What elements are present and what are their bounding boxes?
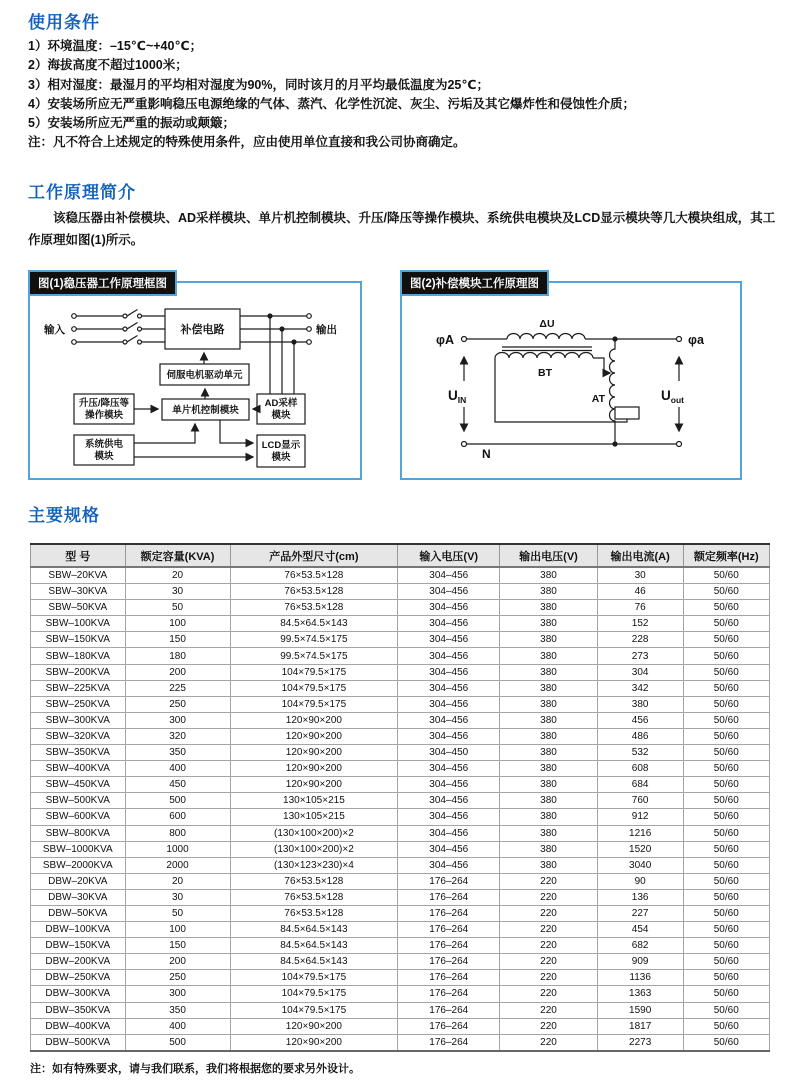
transformer-core (502, 347, 592, 351)
table-cell: 350 (125, 745, 230, 761)
table-cell: 176–264 (398, 938, 500, 954)
table-cell: 1520 (597, 841, 683, 857)
table-cell: SBW–2000KVA (31, 857, 126, 873)
table-cell: 220 (500, 1034, 598, 1051)
table-cell: SBW–320KVA (31, 728, 126, 744)
specs-table (30, 543, 770, 1052)
table-cell: 912 (597, 809, 683, 825)
table-cell: 76×53.5×128 (230, 889, 398, 905)
diagram2-title: 图(2)补偿模块工作原理图 (400, 270, 549, 296)
table-cell: 50/60 (683, 777, 770, 793)
condition-item: 3）相对湿度：最湿月的平均相对湿度为90%，同时该月的月平均最低温度为25℃； (28, 77, 490, 92)
table-cell: 104×79.5×175 (230, 1002, 398, 1018)
servo-label: 伺服电机驱动单元 (166, 370, 243, 381)
table-header-cell: 输出电压(V) (500, 544, 598, 567)
table-cell: 120×90×200 (230, 745, 398, 761)
table-cell: 50/60 (683, 648, 770, 664)
table-cell: 304–456 (398, 857, 500, 873)
table-cell: 100 (125, 922, 230, 938)
table-cell: 304–456 (398, 825, 500, 841)
table-cell: 227 (597, 905, 683, 921)
diagram1-block-diagram (30, 283, 360, 478)
table-cell: 454 (597, 922, 683, 938)
table-cell: DBW–150KVA (31, 938, 126, 954)
table-row (31, 841, 770, 857)
table-cell: 304–456 (398, 584, 500, 600)
table-cell: 220 (500, 922, 598, 938)
ad-label-2: 模块 (271, 410, 291, 421)
table-cell: 150 (125, 938, 230, 954)
table-cell: 380 (500, 680, 598, 696)
table-cell: 220 (500, 905, 598, 921)
condition-item: 2）海拔高度不超过1000米； (28, 58, 188, 73)
table-cell: SBW–100KVA (31, 616, 126, 632)
table-cell: 50/60 (683, 584, 770, 600)
table-cell: 84.5×64.5×143 (230, 616, 398, 632)
table-cell: 76×53.5×128 (230, 600, 398, 616)
table-cell: SBW–350KVA (31, 745, 126, 761)
section-title-working-principle: 工作原理简介 (28, 183, 136, 202)
table-row (31, 986, 770, 1002)
table-cell: DBW–20KVA (31, 873, 126, 889)
table-cell: 532 (597, 745, 683, 761)
table-cell: 50/60 (683, 986, 770, 1002)
table-cell: 1590 (597, 1002, 683, 1018)
table-cell: 20 (125, 873, 230, 889)
table-cell: 800 (125, 825, 230, 841)
table-row (31, 793, 770, 809)
table-header-cell: 额定容量(KVA) (125, 544, 230, 567)
table-row (31, 873, 770, 889)
boost-buck-label-2: 操作模块 (84, 410, 124, 421)
table-cell: 84.5×64.5×143 (230, 954, 398, 970)
table-cell: 1136 (597, 970, 683, 986)
table-row (31, 648, 770, 664)
table-cell: 304–456 (398, 567, 500, 584)
input-label: 输入 (44, 324, 65, 336)
table-cell: 99.5×74.5×175 (230, 648, 398, 664)
table-cell: 304 (597, 664, 683, 680)
table-cell: 304–456 (398, 841, 500, 857)
bt-winding (495, 353, 627, 423)
table-cell: 273 (597, 648, 683, 664)
tap-slider-box (615, 407, 639, 419)
table-cell: DBW–350KVA (31, 1002, 126, 1018)
diagram2-panel (400, 278, 742, 480)
table-row (31, 954, 770, 970)
table-row (31, 777, 770, 793)
table-cell: 2000 (125, 857, 230, 873)
table-header-cell: 输出电流(A) (597, 544, 683, 567)
table-cell: 486 (597, 728, 683, 744)
table-cell: 176–264 (398, 1034, 500, 1051)
table-cell: 400 (125, 1018, 230, 1034)
table-cell: SBW–450KVA (31, 777, 126, 793)
at-label: AT (591, 393, 605, 405)
condition-item: 5）安装场所应无严重的振动或颠簸； (28, 116, 235, 131)
table-cell: 304–456 (398, 712, 500, 728)
table-cell: 220 (500, 970, 598, 986)
table-cell: 250 (125, 970, 230, 986)
table-row (31, 922, 770, 938)
condition-item: 注：凡不符合上述规定的特殊使用条件，应由使用单位直接和我公司协商确定。 (28, 135, 466, 150)
table-cell: 380 (500, 616, 598, 632)
table-cell: 100 (125, 616, 230, 632)
table-cell: 304–456 (398, 616, 500, 632)
table-cell: 380 (500, 600, 598, 616)
table-cell: 50/60 (683, 970, 770, 986)
table-cell: DBW–400KVA (31, 1018, 126, 1034)
table-header-cell: 产品外型尺寸(cm) (230, 544, 398, 567)
bt-label: BT (538, 367, 552, 379)
table-cell: 176–264 (398, 986, 500, 1002)
table-cell: 684 (597, 777, 683, 793)
table-cell: 220 (500, 1018, 598, 1034)
table-cell: 176–264 (398, 1018, 500, 1034)
table-cell: 380 (500, 664, 598, 680)
table-cell: 342 (597, 680, 683, 696)
table-cell: 600 (125, 809, 230, 825)
table-cell: DBW–300KVA (31, 986, 126, 1002)
table-row (31, 616, 770, 632)
table-cell: 304–456 (398, 777, 500, 793)
table-cell: 152 (597, 616, 683, 632)
table-cell: 176–264 (398, 1002, 500, 1018)
table-cell: 304–456 (398, 664, 500, 680)
table-cell: 380 (500, 584, 598, 600)
table-cell: DBW–30KVA (31, 889, 126, 905)
table-row (31, 857, 770, 873)
table-cell: 50/60 (683, 664, 770, 680)
table-cell: 176–264 (398, 922, 500, 938)
phase-a-in-label: φA (436, 333, 454, 347)
table-cell: 76×53.5×128 (230, 584, 398, 600)
table-cell: 380 (500, 793, 598, 809)
table-cell: SBW–200KVA (31, 664, 126, 680)
table-cell: 130×105×215 (230, 809, 398, 825)
table-cell: 104×79.5×175 (230, 664, 398, 680)
table-row (31, 970, 770, 986)
table-cell: 304–456 (398, 696, 500, 712)
table-header-cell: 型 号 (31, 544, 126, 567)
table-cell: 30 (597, 567, 683, 584)
table-cell: 200 (125, 954, 230, 970)
table-cell: (130×100×200)×2 (230, 841, 398, 857)
table-cell: 76×53.5×128 (230, 905, 398, 921)
table-cell: 380 (500, 825, 598, 841)
u-out-label: $U_{out}$ (661, 388, 684, 405)
table-cell: 50/60 (683, 793, 770, 809)
table-cell: SBW–30KVA (31, 584, 126, 600)
power-label-1: 系统供电 (84, 439, 124, 450)
table-cell: DBW–100KVA (31, 922, 126, 938)
table-cell: 220 (500, 954, 598, 970)
table-cell: 50/60 (683, 712, 770, 728)
delta-u-label: ΔU (539, 318, 555, 330)
table-cell: 120×90×200 (230, 712, 398, 728)
table-cell: 50/60 (683, 1002, 770, 1018)
table-cell: 20 (125, 567, 230, 584)
table-cell: 200 (125, 664, 230, 680)
table-row (31, 680, 770, 696)
table-cell: 380 (597, 696, 683, 712)
table-cell: 176–264 (398, 873, 500, 889)
table-cell: SBW–400KVA (31, 761, 126, 777)
condition-item: 1）环境温度：–15℃~+40℃； (28, 39, 203, 53)
table-cell: 380 (500, 857, 598, 873)
table-cell: 76×53.5×128 (230, 567, 398, 584)
boost-buck-label-1: 升压/降压等 (78, 398, 130, 409)
table-cell: 50/60 (683, 745, 770, 761)
table-row (31, 761, 770, 777)
table-cell: SBW–600KVA (31, 809, 126, 825)
table-cell: 3040 (597, 857, 683, 873)
condition-item: 4）安装场所应无严重影响稳压电源绝缘的气体、蒸汽、化学性沉淀、灰尘、污垢及其它爆炸性和侵蚀性介质； (28, 96, 635, 111)
table-cell: 50 (125, 905, 230, 921)
input-switch-lines (72, 310, 165, 345)
table-cell: 50/60 (683, 841, 770, 857)
table-cell: 250 (125, 696, 230, 712)
table-cell: 500 (125, 1034, 230, 1051)
table-cell: 50/60 (683, 696, 770, 712)
table-cell: 380 (500, 809, 598, 825)
table-row (31, 728, 770, 744)
table-cell: 304–456 (398, 648, 500, 664)
table-cell: 320 (125, 728, 230, 744)
table-cell: 50/60 (683, 616, 770, 632)
table-cell: 50/60 (683, 680, 770, 696)
table-cell: 300 (125, 712, 230, 728)
table-cell: 304–456 (398, 761, 500, 777)
table-row (31, 938, 770, 954)
table-cell: 50/60 (683, 600, 770, 616)
table-cell: 50/60 (683, 857, 770, 873)
table-cell: DBW–500KVA (31, 1034, 126, 1051)
table-cell: 380 (500, 777, 598, 793)
output-lines (240, 314, 311, 394)
table-cell: 909 (597, 954, 683, 970)
table-cell: 300 (125, 986, 230, 1002)
table-cell: 30 (125, 584, 230, 600)
diagram2-schematic (402, 283, 740, 478)
table-cell: 1216 (597, 825, 683, 841)
table-cell: 380 (500, 696, 598, 712)
table-cell: 456 (597, 712, 683, 728)
table-cell: 176–264 (398, 970, 500, 986)
table-cell: 760 (597, 793, 683, 809)
table-cell: SBW–1000KVA (31, 841, 126, 857)
table-cell: 120×90×200 (230, 777, 398, 793)
table-cell: 50/60 (683, 761, 770, 777)
table-row (31, 1034, 770, 1051)
table-cell: 220 (500, 1002, 598, 1018)
table-cell: 136 (597, 889, 683, 905)
table-cell: 220 (500, 938, 598, 954)
table-cell: 104×79.5×175 (230, 696, 398, 712)
table-cell: 228 (597, 632, 683, 648)
table-cell: SBW–225KVA (31, 680, 126, 696)
table-header-cell: 输入电压(V) (398, 544, 500, 567)
table-row (31, 825, 770, 841)
table-row (31, 745, 770, 761)
at-winding (610, 339, 640, 444)
table-cell: 176–264 (398, 905, 500, 921)
table-cell: 380 (500, 567, 598, 584)
table-cell: 120×90×200 (230, 728, 398, 744)
table-cell: 104×79.5×175 (230, 680, 398, 696)
lcd-label-1: LCD显示 (261, 440, 301, 451)
bottom-wire (462, 442, 682, 447)
table-cell: 50/60 (683, 632, 770, 648)
table-cell: 50/60 (683, 905, 770, 921)
table-cell: 50 (125, 600, 230, 616)
table-cell: (130×123×230)×4 (230, 857, 398, 873)
table-cell: 104×79.5×175 (230, 986, 398, 1002)
table-cell: 50/60 (683, 809, 770, 825)
table-cell: 76×53.5×128 (230, 873, 398, 889)
table-cell: 220 (500, 873, 598, 889)
table-cell: 50/60 (683, 825, 770, 841)
table-cell: 1363 (597, 986, 683, 1002)
usage-conditions-list (28, 37, 783, 153)
table-cell: 76 (597, 600, 683, 616)
n-label: N (482, 447, 491, 461)
table-cell: 176–264 (398, 954, 500, 970)
table-cell: SBW–20KVA (31, 567, 126, 584)
table-row (31, 696, 770, 712)
table-row (31, 1002, 770, 1018)
table-cell: 500 (125, 793, 230, 809)
footer-note: 注：如有特殊要求，请与我们联系，我们将根据您的要求另外设计。 (30, 1063, 360, 1075)
table-cell: 400 (125, 761, 230, 777)
table-cell: 104×79.5×175 (230, 970, 398, 986)
output-label: 输出 (316, 324, 337, 336)
table-cell: 304–456 (398, 793, 500, 809)
table-row (31, 1018, 770, 1034)
table-cell: 90 (597, 873, 683, 889)
voltage-dimension-arrows (464, 357, 679, 431)
table-cell: 180 (125, 648, 230, 664)
table-cell: 304–456 (398, 728, 500, 744)
u-in-label: $U_{IN}$ (448, 388, 467, 405)
table-cell: (130×100×200)×2 (230, 825, 398, 841)
table-cell: 99.5×74.5×175 (230, 632, 398, 648)
table-cell: 380 (500, 712, 598, 728)
table-header-row (31, 544, 770, 567)
table-row (31, 712, 770, 728)
table-cell: 380 (500, 745, 598, 761)
section-title-usage-conditions: 使用条件 (28, 13, 100, 32)
table-cell: 304–456 (398, 680, 500, 696)
table-cell: 304–456 (398, 809, 500, 825)
table-cell: DBW–200KVA (31, 954, 126, 970)
table-cell: SBW–180KVA (31, 648, 126, 664)
section-title-specs: 主要规格 (28, 506, 100, 525)
table-cell: 1817 (597, 1018, 683, 1034)
table-cell: 220 (500, 889, 598, 905)
table-cell: 50/60 (683, 1034, 770, 1051)
table-cell: 304–456 (398, 632, 500, 648)
table-cell: 46 (597, 584, 683, 600)
ad-label-1: AD采样 (264, 398, 298, 409)
table-cell: 608 (597, 761, 683, 777)
phase-a-out-label: φa (688, 333, 704, 347)
mcu-label: 单片机控制模块 (172, 405, 239, 416)
table-cell: 225 (125, 680, 230, 696)
table-body (31, 567, 770, 1051)
table-cell: SBW–800KVA (31, 825, 126, 841)
table-cell: 450 (125, 777, 230, 793)
table-cell: 130×105×215 (230, 793, 398, 809)
table-row (31, 664, 770, 680)
table-row (31, 809, 770, 825)
table-cell: 50/60 (683, 567, 770, 584)
table-cell: 176–264 (398, 889, 500, 905)
diagram1-panel (28, 278, 362, 480)
table-cell: 84.5×64.5×143 (230, 922, 398, 938)
table-cell: 50/60 (683, 889, 770, 905)
power-label-2: 模块 (94, 451, 114, 462)
table-cell: 350 (125, 1002, 230, 1018)
table-row (31, 584, 770, 600)
table-cell: SBW–50KVA (31, 600, 126, 616)
table-cell: 120×90×200 (230, 1034, 398, 1051)
table-cell: 50/60 (683, 728, 770, 744)
table-cell: 682 (597, 938, 683, 954)
table-row (31, 905, 770, 921)
table-cell: 120×90×200 (230, 1018, 398, 1034)
diagram1-title: 图(1)稳压器工作原理框图 (28, 270, 177, 296)
table-cell: 220 (500, 986, 598, 1002)
table-cell: SBW–150KVA (31, 632, 126, 648)
table-cell: SBW–250KVA (31, 696, 126, 712)
table-cell: 1000 (125, 841, 230, 857)
table-cell: SBW–300KVA (31, 712, 126, 728)
table-cell: 2273 (597, 1034, 683, 1051)
table-cell: 150 (125, 632, 230, 648)
table-row (31, 889, 770, 905)
table-cell: 84.5×64.5×143 (230, 938, 398, 954)
working-principle-paragraph: 该稳压器由补偿模块、AD采样模块、单片机控制模块、升压/降压等操作模块、系统供电模块及LCD显示模块等几大模块组成，其工作原理如图(1)所示。 (28, 211, 776, 247)
table-row (31, 567, 770, 584)
table-cell: 50/60 (683, 1018, 770, 1034)
table-cell: 50/60 (683, 954, 770, 970)
table-row (31, 632, 770, 648)
lcd-label-2: 模块 (271, 452, 291, 463)
table-cell: 380 (500, 648, 598, 664)
table-cell: 380 (500, 761, 598, 777)
table-cell: DBW–250KVA (31, 970, 126, 986)
top-wire-and-coil (462, 334, 682, 342)
table-header-cell: 额定频率(Hz) (683, 544, 770, 567)
table-cell: SBW–500KVA (31, 793, 126, 809)
table-cell: 380 (500, 632, 598, 648)
compensation-label: 补偿电路 (180, 324, 225, 336)
table-cell: 50/60 (683, 938, 770, 954)
table-cell: DBW–50KVA (31, 905, 126, 921)
table-cell: 380 (500, 841, 598, 857)
table-cell: 120×90×200 (230, 761, 398, 777)
table-cell: 50/60 (683, 873, 770, 889)
table-row (31, 600, 770, 616)
table-cell: 50/60 (683, 922, 770, 938)
table-cell: 380 (500, 728, 598, 744)
table-cell: 304–456 (398, 600, 500, 616)
table-cell: 30 (125, 889, 230, 905)
table-cell: 304–450 (398, 745, 500, 761)
